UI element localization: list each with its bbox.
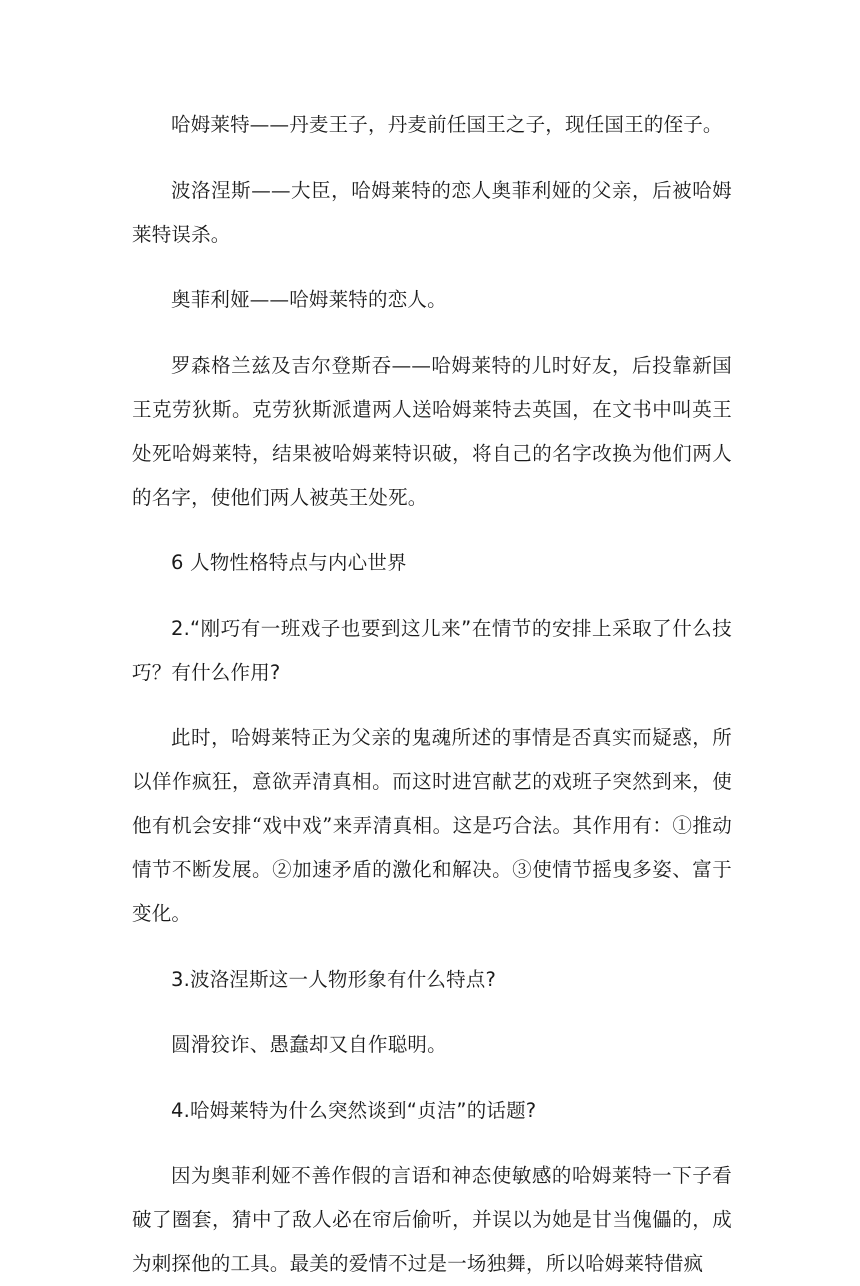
question-3: 3.波洛涅斯这一人物形象有什么特点? <box>171 967 497 991</box>
paragraph-hamlet-intro: 哈姆莱特——丹麦王子，丹麦前任国王之子，现任国王的侄子。 <box>171 113 723 136</box>
answer-2: 此时，哈姆莱特正为父亲的鬼魂所述的事情是否真实而疑惑，所以佯作疯狂，意欲弄清真相。而这时进宫献艺的戏班子突然到来，使他有机会安排“戏中戏”来弄清真相。这是巧合法。其作用有：①推动情节不断发展。②加速矛盾的激化和解决。③使情节摇曳多姿、富于变化。 <box>132 726 732 925</box>
paragraph-ophelia-intro: 奥菲利娅——哈姆莱特的恋人。 <box>171 288 447 311</box>
question-4: 4.哈姆莱特为什么突然谈到“贞洁”的话题? <box>171 1098 537 1122</box>
section-heading: 6 人物性格特点与内心世界 <box>171 551 407 574</box>
paragraph-polonius-intro: 波洛涅斯——大臣，哈姆莱特的恋人奥菲利娅的父亲，后被哈姆莱特误杀。 <box>132 178 732 246</box>
answer-3: 圆滑狡诈、愚蠢却又自作聪明。 <box>171 1033 447 1056</box>
answer-4: 因为奥菲利娅不善作假的言语和神态使敏感的哈姆莱特一下子看破了圈套，猜中了敌人必在帘后偷听，并误以为她是甘当傀儡的，成为刺探他的工具。最美的爱情不过是一场独舞，所以哈姆莱特借疯 <box>132 1164 732 1275</box>
question-2: 2.“刚巧有一班戏子也要到这儿来”在情节的安排上采取了什么技巧？有什么作用? <box>132 616 732 684</box>
document-body <box>132 103 732 1286</box>
paragraph-rosencrantz-intro: 罗森格兰兹及吉尔登斯吞——哈姆莱特的儿时好友，后投靠新国王克劳狄斯。克劳狄斯派遣两人送哈姆莱特去英国，在文书中叫英王处死哈姆莱特，结果被哈姆莱特识破，将自己的名字改换为他们两人的名字，使他们两人被英王处死。 <box>132 353 732 509</box>
